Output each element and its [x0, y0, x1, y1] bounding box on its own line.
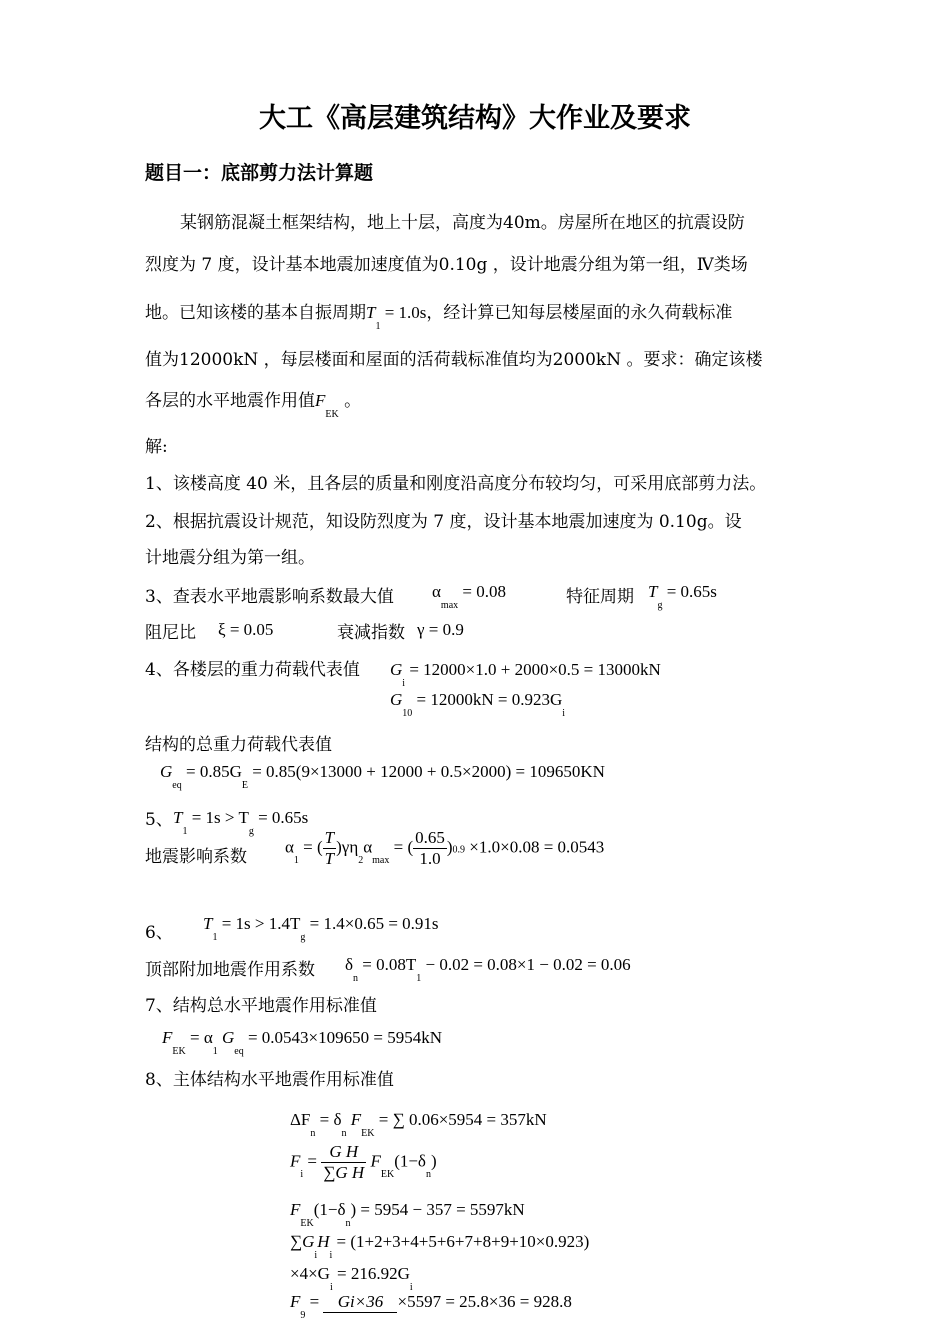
- fek-reduced-equation: $F_{EK}(1-\delta_n) = 5954 - 357 = 5597kN$: [290, 1200, 525, 1229]
- step-6-label: 6、: [145, 923, 173, 943]
- step-2-line-2: 计地震分组为第一组。: [145, 548, 315, 568]
- period-equation: $T_1 = 1.0s$: [366, 303, 427, 332]
- geq-equation: $G_{eq} = 0.85G_E = 0.85(9\times 13000 + 12000 + 0.5\times 2000) = 109650KN$: [160, 762, 605, 791]
- problem-heading: 题目一：底部剪力法计算题: [145, 162, 374, 184]
- fi-equation: $F_i$ = $\frac{\text{G H}}{\text{∑G H}}$ $F_{EK}(1-\delta_n)$: [290, 1142, 437, 1182]
- problem-line-4: 值为12000kN ，每层楼面和屋面的活荷载标准值均为2000kN 。要求：确定该楼: [145, 350, 763, 370]
- delta-fn-equation: $\Delta F_n = \delta_n$ $F_{EK}$ = ∑ 0.06×5954 = 357kN: [290, 1110, 547, 1139]
- problem-line-5: 各层的水平地震作用值$F_{EK}$ 。: [145, 391, 362, 420]
- damping-equation: ξ = 0.05: [218, 620, 274, 639]
- step-1: 1、该楼高度 40 米，且各层的质量和刚度沿高度分布较均匀，可采用底部剪力法。: [145, 474, 767, 494]
- char-period-label: 特征周期: [566, 587, 634, 607]
- decay-label: 衰减指数: [337, 623, 405, 643]
- total-gravity-label: 结构的总重力荷载代表值: [145, 735, 332, 755]
- char-period-equation: $T_g = 0.65s$: [648, 582, 717, 611]
- decay-equation: γ = 0.9: [417, 620, 464, 639]
- gi-equation: $G_i = 12000\times 1.0 + 2000\times 0.5 = 13000kN$: [390, 660, 661, 689]
- t1-tg-equation: $T_1 = 1s > T_g = 0.65s$: [173, 808, 309, 837]
- step-7-label: 7、结构总水平地震作用标准值: [145, 996, 377, 1016]
- sum-gihi-equation: $\sum G_iH_i = (1+2+3+4+5+6+7+8+9+10\times 0.923)$: [290, 1232, 590, 1261]
- g10-equation: $G_{10} = 12000kN = 0.923G_i$: [390, 690, 566, 719]
- f9-equation: $F_9$ = Gi×36 ×5597 = 25.8×36 = 928.8: [290, 1292, 572, 1321]
- problem-line-2: 烈度为 7 度，设计基本地震加速度值为0.10g ，设计地震分组为第一组，Ⅳ类场: [145, 255, 748, 275]
- alpha1-equation: $\alpha_1$ = ( $\frac{T}{T}$ )$\gamma\eta_2\alpha_{max}$ = ( $\frac{0.65}{1.0}$ )0.9 ×1.0×0.08 = 0.0543: [285, 828, 605, 868]
- fek-equation: $F_{EK} = \alpha_1$ $G_{eq} = 0.0543\times 109650 = 5954kN$: [162, 1028, 443, 1057]
- problem-line-1: 某钢筋混凝土框架结构，地上十层，高度为40m。房屋所在地区的抗震设防: [180, 213, 745, 233]
- step-8-label: 8、主体结构水平地震作用标准值: [145, 1070, 394, 1090]
- solution-label: 解:: [145, 437, 168, 457]
- delta-n-equation: $\delta_n = 0.08T_1 - 0.02 = 0.08\times 1 - 0.02 = 0.06$: [345, 955, 631, 984]
- t1-14tg-equation: $T_1 = 1s > 1.4T_g = 1.4\times 0.65 = 0.91s$: [203, 914, 439, 943]
- step-5-label: 5、: [145, 810, 173, 830]
- seismic-coef-label: 地震影响系数: [145, 847, 247, 867]
- top-additional-label: 顶部附加地震作用系数: [145, 960, 315, 980]
- step-2-line-1: 2、根据抗震设计规范，知设防烈度为 7 度，设计基本地震加速度为 0.10g。设: [145, 512, 742, 532]
- sum-gihi-result: $\times 4\times G_i = 216.92G_i$: [290, 1264, 413, 1293]
- step-3-label: 3、查表水平地震影响系数最大值: [145, 587, 394, 607]
- problem-line-3: 地。已知该楼的基本自振周期$T_1 = 1.0s$，经计算已知每层楼屋面的永久荷载标准: [145, 303, 733, 332]
- damping-label: 阻尼比: [145, 623, 196, 643]
- step-4-label: 4、各楼层的重力荷载代表值: [145, 660, 360, 680]
- page-title: 大工《高层建筑结构》大作业及要求: [259, 103, 691, 134]
- alpha-max-equation: $\alpha_{max} = 0.08$: [432, 582, 506, 611]
